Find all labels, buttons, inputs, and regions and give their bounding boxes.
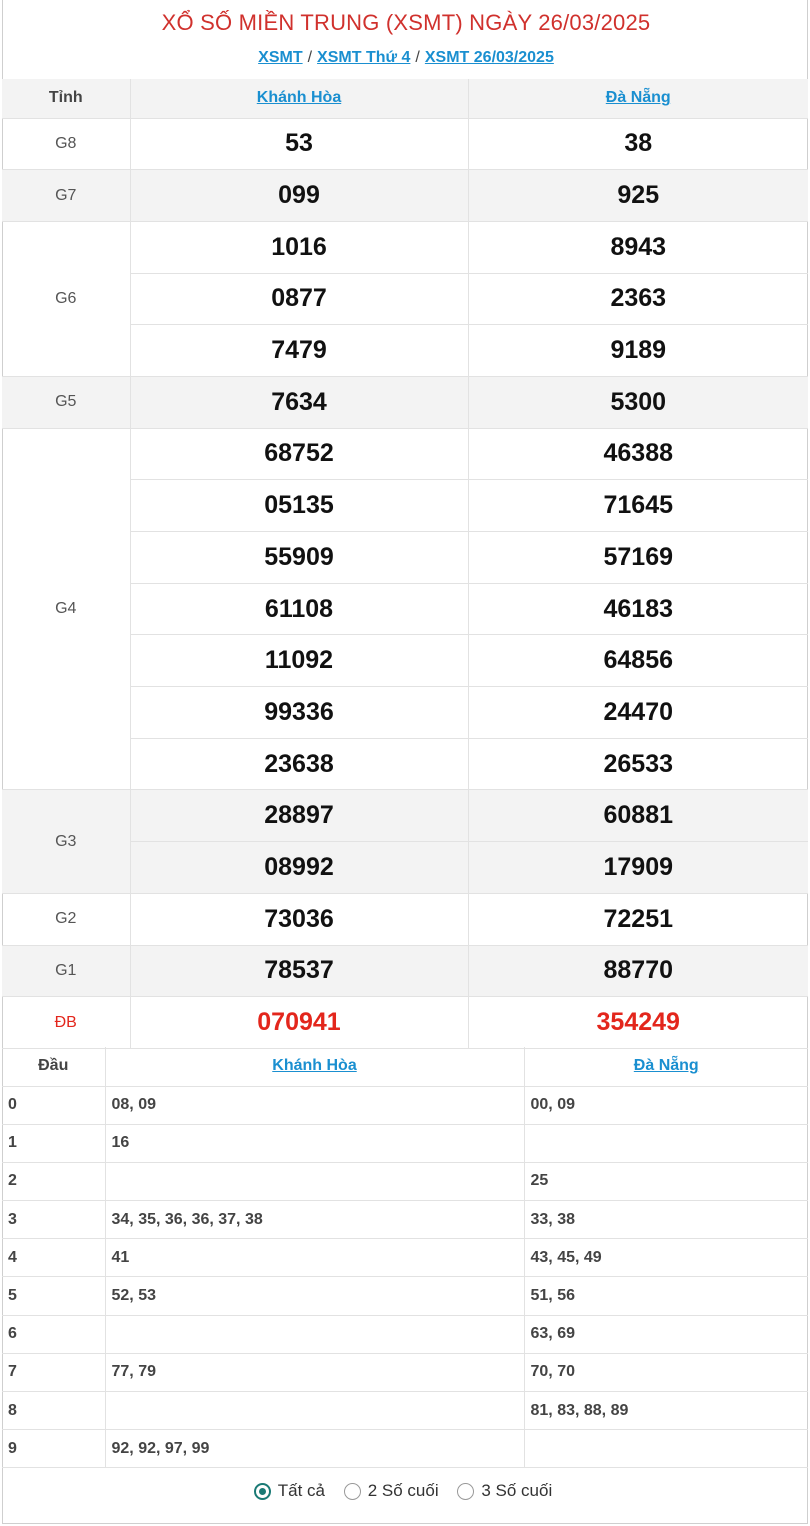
- prize-row: [2, 428, 808, 480]
- head-values-khanh-hoa: 77, 79: [105, 1353, 524, 1391]
- head-values-khanh-hoa: 34, 35, 36, 36, 37, 38: [105, 1201, 524, 1239]
- result-number-khanh-hoa: 28897: [130, 790, 468, 842]
- result-number-da-nang: 46388: [468, 428, 808, 480]
- result-number-khanh-hoa: 08992: [130, 842, 468, 894]
- head-digit: 0: [2, 1086, 105, 1124]
- prize-label: G2: [2, 893, 130, 945]
- head-values-khanh-hoa: [105, 1162, 524, 1200]
- result-number-da-nang: 354249: [468, 997, 808, 1049]
- result-number-da-nang: 2363: [468, 273, 808, 325]
- result-number-khanh-hoa: 070941: [130, 997, 468, 1049]
- prize-label: G1: [2, 945, 130, 997]
- result-number-da-nang: 38: [468, 118, 808, 170]
- head-digit: 2: [2, 1162, 105, 1200]
- result-number-khanh-hoa: 05135: [130, 480, 468, 532]
- result-number-khanh-hoa: 0877: [130, 273, 468, 325]
- prize-label: G3: [2, 790, 130, 893]
- prize-label: ĐB: [2, 997, 130, 1049]
- head-digit-row: [2, 1315, 808, 1353]
- filter-option-last-3[interactable]: [457, 1481, 552, 1501]
- head-digit-row: [2, 1392, 808, 1430]
- radio-selected-icon[interactable]: [254, 1483, 271, 1500]
- filter-option-all[interactable]: [254, 1481, 325, 1501]
- prize-label: G5: [2, 376, 130, 428]
- result-number-khanh-hoa: 99336: [130, 687, 468, 739]
- head-values-da-nang: 70, 70: [524, 1353, 808, 1391]
- province-link-khanh-hoa[interactable]: Khánh Hòa: [130, 79, 468, 118]
- head-digit-row: [2, 1430, 808, 1468]
- breadcrumb: [3, 49, 809, 67]
- head-values-khanh-hoa: 52, 53: [105, 1277, 524, 1315]
- head-digit: 7: [2, 1353, 105, 1391]
- filter-option-label: 2 Số cuối: [367, 1481, 439, 1500]
- province-link-da-nang[interactable]: Đà Nẵng: [468, 79, 808, 118]
- result-number-da-nang: 5300: [468, 376, 808, 428]
- head-values-khanh-hoa: 41: [105, 1239, 524, 1277]
- head-values-da-nang: 43, 45, 49: [524, 1239, 808, 1277]
- result-number-da-nang: 9189: [468, 325, 808, 377]
- head-digit: 1: [2, 1124, 105, 1162]
- result-number-khanh-hoa: 68752: [130, 428, 468, 480]
- head-values-da-nang: 25: [524, 1162, 808, 1200]
- prize-row: [2, 170, 808, 222]
- head-values-khanh-hoa: [105, 1392, 524, 1430]
- breadcrumb-xsmt-link[interactable]: XSMT: [258, 49, 303, 66]
- result-number-khanh-hoa: 53: [130, 118, 468, 170]
- result-number-khanh-hoa: 55909: [130, 532, 468, 584]
- result-number-khanh-hoa: 7634: [130, 376, 468, 428]
- results-table: [2, 79, 808, 1049]
- head-digit-table: [2, 1047, 808, 1468]
- head-digit: 9: [2, 1430, 105, 1468]
- head-digit-header-row: [2, 1047, 808, 1086]
- filter-option-label: 3 Số cuối: [481, 1481, 553, 1500]
- result-number-khanh-hoa: 78537: [130, 945, 468, 997]
- result-number-khanh-hoa: 23638: [130, 738, 468, 790]
- head-province-link-da-nang[interactable]: Đà Nẵng: [524, 1047, 808, 1086]
- breadcrumb-weekday-link[interactable]: XSMT Thứ 4: [317, 49, 411, 66]
- filter-option-last-2[interactable]: [344, 1481, 439, 1501]
- prize-label: G8: [2, 118, 130, 170]
- result-number-da-nang: 925: [468, 170, 808, 222]
- result-number-da-nang: 88770: [468, 945, 808, 997]
- head-province-link-khanh-hoa[interactable]: Khánh Hòa: [105, 1047, 524, 1086]
- head-digit-column-header: Đầu: [2, 1047, 105, 1086]
- breadcrumb-separator: /: [307, 49, 313, 66]
- head-values-da-nang: 51, 56: [524, 1277, 808, 1315]
- result-number-da-nang: 72251: [468, 893, 808, 945]
- breadcrumb-date-link[interactable]: XSMT 26/03/2025: [424, 49, 554, 66]
- result-number-da-nang: 24470: [468, 687, 808, 739]
- result-number-khanh-hoa: 61108: [130, 583, 468, 635]
- head-digit-row: [2, 1124, 808, 1162]
- prize-label: G6: [2, 221, 130, 376]
- result-number-khanh-hoa: 099: [130, 170, 468, 222]
- prize-label: G7: [2, 170, 130, 222]
- head-digit: 4: [2, 1239, 105, 1277]
- head-values-da-nang: 63, 69: [524, 1315, 808, 1353]
- head-digit-row: [2, 1353, 808, 1391]
- result-number-da-nang: 26533: [468, 738, 808, 790]
- result-number-da-nang: 46183: [468, 583, 808, 635]
- result-number-da-nang: 17909: [468, 842, 808, 894]
- digit-filter: [0, 1481, 806, 1505]
- province-column-header: Tỉnh: [2, 79, 130, 118]
- prize-label: G4: [2, 428, 130, 790]
- head-digit-row: [2, 1277, 808, 1315]
- prize-row: [2, 790, 808, 842]
- head-values-khanh-hoa: 08, 09: [105, 1086, 524, 1124]
- head-digit: 6: [2, 1315, 105, 1353]
- head-values-khanh-hoa: 92, 92, 97, 99: [105, 1430, 524, 1468]
- head-values-khanh-hoa: 16: [105, 1124, 524, 1162]
- result-number-da-nang: 71645: [468, 480, 808, 532]
- page-title: XỔ SỐ MIỀN TRUNG (XSMT) NGÀY 26/03/2025: [161, 10, 651, 35]
- prize-row: [2, 945, 808, 997]
- result-number-da-nang: 60881: [468, 790, 808, 842]
- head-values-da-nang: [524, 1430, 808, 1468]
- result-number-khanh-hoa: 73036: [130, 893, 468, 945]
- head-digit: 5: [2, 1277, 105, 1315]
- result-number-khanh-hoa: 1016: [130, 221, 468, 273]
- result-number-khanh-hoa: 11092: [130, 635, 468, 687]
- result-number-da-nang: 57169: [468, 532, 808, 584]
- filter-option-label: Tất cả: [277, 1481, 325, 1500]
- prize-row: [2, 221, 808, 273]
- results-header-row: [2, 79, 808, 118]
- head-values-da-nang: 81, 83, 88, 89: [524, 1392, 808, 1430]
- prize-row: [2, 376, 808, 428]
- head-digit: 3: [2, 1201, 105, 1239]
- prize-row: [2, 997, 808, 1049]
- head-values-da-nang: 00, 09: [524, 1086, 808, 1124]
- head-digit-row: [2, 1086, 808, 1124]
- head-digit-row: [2, 1162, 808, 1200]
- head-digit: 8: [2, 1392, 105, 1430]
- head-digit-row: [2, 1239, 808, 1277]
- head-values-da-nang: [524, 1124, 808, 1162]
- head-digit-row: [2, 1201, 808, 1239]
- radio-icon[interactable]: [457, 1483, 474, 1500]
- prize-row: [2, 893, 808, 945]
- head-values-khanh-hoa: [105, 1315, 524, 1353]
- result-number-da-nang: 8943: [468, 221, 808, 273]
- radio-icon[interactable]: [344, 1483, 361, 1500]
- head-values-da-nang: 33, 38: [524, 1201, 808, 1239]
- prize-row: [2, 118, 808, 170]
- breadcrumb-separator: /: [415, 49, 420, 66]
- result-number-khanh-hoa: 7479: [130, 325, 468, 377]
- result-number-da-nang: 64856: [468, 635, 808, 687]
